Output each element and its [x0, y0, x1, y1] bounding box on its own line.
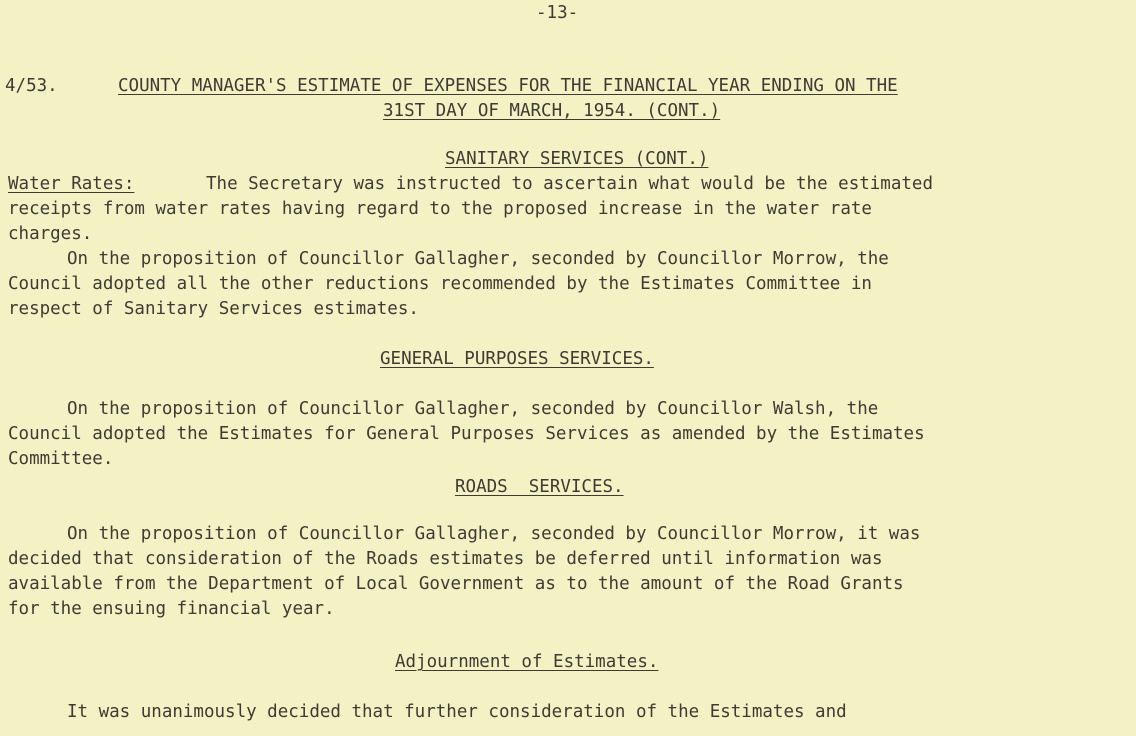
roads-line-2: decided that consideration of the Roads estimates be deferred until information was [8, 549, 883, 569]
sanitary-heading: SANITARY SERVICES (CONT.) [445, 149, 709, 169]
roads-line-1: On the proposition of Councillor Gallagher, seconded by Councillor Morrow, it was [67, 524, 921, 544]
sanitary-line-3: charges. [8, 224, 93, 244]
roads-line-3: available from the Department of Local Government as to the amount of the Road Grants [8, 574, 904, 594]
item-title-line2: 31ST DAY OF MARCH, 1954. (CONT.) [383, 101, 721, 121]
adjournment-line-1: It was unanimously decided that further consideration of the Estimates and [67, 702, 847, 722]
item-number: 4/53. [5, 76, 58, 96]
roads-heading: ROADS SERVICES. [455, 477, 624, 497]
item-title-line1: COUNTY MANAGER'S ESTIMATE OF EXPENSES FOR THE FINANCIAL YEAR ENDING ON THE [118, 76, 898, 96]
general-line-3: Committee. [8, 449, 114, 469]
water-rates-label: Water Rates: [8, 174, 135, 194]
sanitary-line-4: On the proposition of Councillor Gallagher, seconded by Councillor Morrow, the [67, 249, 889, 269]
general-line-1: On the proposition of Councillor Gallagher, seconded by Councillor Walsh, the [67, 399, 879, 419]
sanitary-line-1: The Secretary was instructed to ascertain what would be the estimated [206, 174, 933, 194]
roads-line-4: for the ensuing financial year. [8, 599, 335, 619]
adjournment-heading: Adjournment of Estimates. [395, 652, 659, 672]
sanitary-line-2: receipts from water rates having regard to the proposed increase in the water rate [8, 199, 872, 219]
sanitary-line-5: Council adopted all the other reductions recommended by the Estimates Committee in [8, 274, 872, 294]
general-line-2: Council adopted the Estimates for General Purposes Services as amended by the Estimates [8, 424, 925, 444]
sanitary-line-6: respect of Sanitary Services estimates. [8, 299, 419, 319]
page-number: -13- [536, 3, 579, 23]
general-heading: GENERAL PURPOSES SERVICES. [380, 349, 654, 369]
